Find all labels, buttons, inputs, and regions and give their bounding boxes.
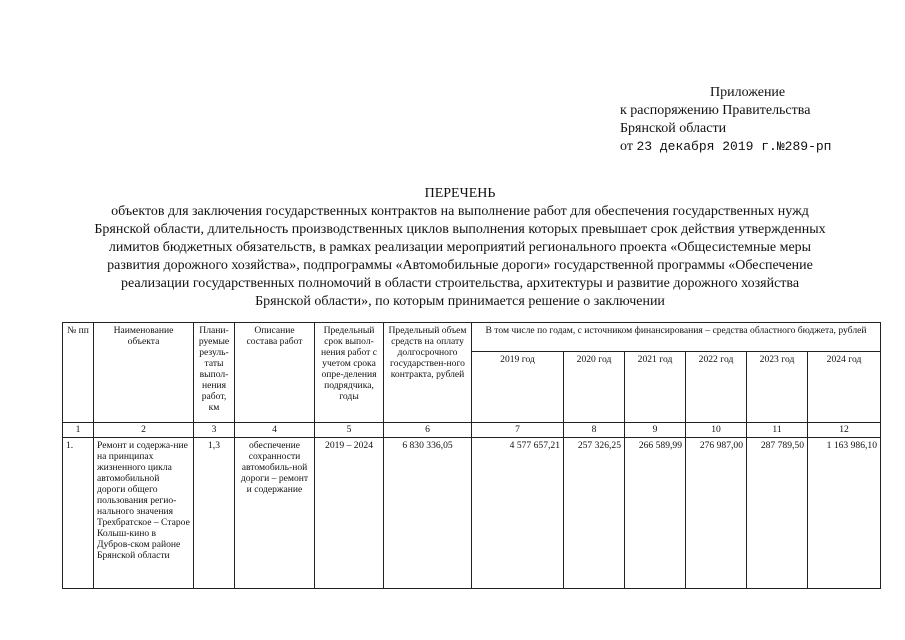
row-name: Ремонт и содержа-ние на принципах жизненного цикла автомобильной дороги общего пользования регио-нального значения Трехбратское – Старое Колыш-кино в Дубров-ском районе Брянской области <box>94 438 194 589</box>
header-planned: Плани-руемые резуль-таты выпол-нения работ, км <box>194 323 235 423</box>
header-no: № пп <box>63 323 94 423</box>
row-description: обеспечение сохранности автомобиль-ной дороги – ремонт и содержание <box>235 438 315 589</box>
col-number-5: 5 <box>315 423 384 438</box>
header-description: Описание состава работ <box>235 323 315 423</box>
header-row-1 <box>63 323 881 352</box>
header-year-2022: 2022 год <box>686 352 747 423</box>
heading-line-4: развития дорожного хозяйства», подпрограммы «Автомобильные дороги» государственной программы «Обеспечение <box>107 258 813 273</box>
col-number-8: 8 <box>564 423 625 438</box>
row-year-2021: 266 589,99 <box>625 438 686 589</box>
col-number-4: 4 <box>235 423 315 438</box>
appendix-line-3 <box>620 138 831 156</box>
table-row <box>63 438 881 589</box>
column-numbers-row <box>63 423 881 438</box>
row-year-2024: 1 163 986,10 <box>808 438 881 589</box>
col-number-9: 9 <box>625 423 686 438</box>
document-heading <box>60 185 860 311</box>
row-year-2022: 276 987,00 <box>686 438 747 589</box>
header-name: Наименование объекта <box>94 323 194 423</box>
heading-line-2: Брянской области, длительность производственных циклов выполнения которых превышает срок действия утвержденных <box>94 222 826 237</box>
col-number-11: 11 <box>747 423 808 438</box>
appendix-date-prefix: от <box>620 139 633 154</box>
row-volume: 6 830 336,05 <box>384 438 472 589</box>
appendix-block <box>620 84 831 156</box>
header-year-2021: 2021 год <box>625 352 686 423</box>
objects-table <box>62 322 881 589</box>
col-number-1: 1 <box>63 423 94 438</box>
col-number-2: 2 <box>94 423 194 438</box>
header-volume: Предельный объем средств на оплату долгосрочного государствен-ного контракта, рублей <box>384 323 472 423</box>
appendix-line-1: к распоряжению Правительства <box>620 103 811 118</box>
heading-line-3: лимитов бюджетных обязательств, в рамках реализации мероприятий регионального проекта «Общесистемные меры <box>108 240 812 255</box>
heading-line-6: Брянской области», по которым принимается решение о заключении <box>255 294 665 309</box>
col-number-3: 3 <box>194 423 235 438</box>
appendix-date-number: 23 декабря 2019 г.№289-рп <box>636 139 832 154</box>
col-number-12: 12 <box>808 423 881 438</box>
heading-line-5: реализации государственных полномочий в области строительства, архитектуры и развитие дорожного хозяйства <box>120 276 800 291</box>
header-year-2024: 2024 год <box>808 352 881 423</box>
appendix-title: Приложение <box>710 85 786 100</box>
header-year-2020: 2020 год <box>564 352 625 423</box>
col-number-10: 10 <box>686 423 747 438</box>
row-term: 2019 – 2024 <box>315 438 384 589</box>
appendix-line-2: Брянской области <box>620 121 727 136</box>
row-year-2023: 287 789,50 <box>747 438 808 589</box>
row-year-2019: 4 577 657,21 <box>472 438 564 589</box>
row-planned: 1,3 <box>194 438 235 589</box>
header-years-group: В том числе по годам, с источником финансирования – средства областного бюджета, рублей <box>472 323 881 352</box>
document-title: ПЕРЕЧЕНЬ <box>424 186 496 201</box>
heading-line-1: объектов для заключения государственных контрактов на выполнение работ для обеспечения государственных нужд <box>111 204 809 219</box>
header-term: Предельный срок выпол-нения работ с учетом срока опре-деления подрядчика, годы <box>315 323 384 423</box>
header-year-2023: 2023 год <box>747 352 808 423</box>
row-year-2020: 257 326,25 <box>564 438 625 589</box>
col-number-7: 7 <box>472 423 564 438</box>
row-no: 1. <box>63 438 94 589</box>
col-number-6: 6 <box>384 423 472 438</box>
header-year-2019: 2019 год <box>472 352 564 423</box>
